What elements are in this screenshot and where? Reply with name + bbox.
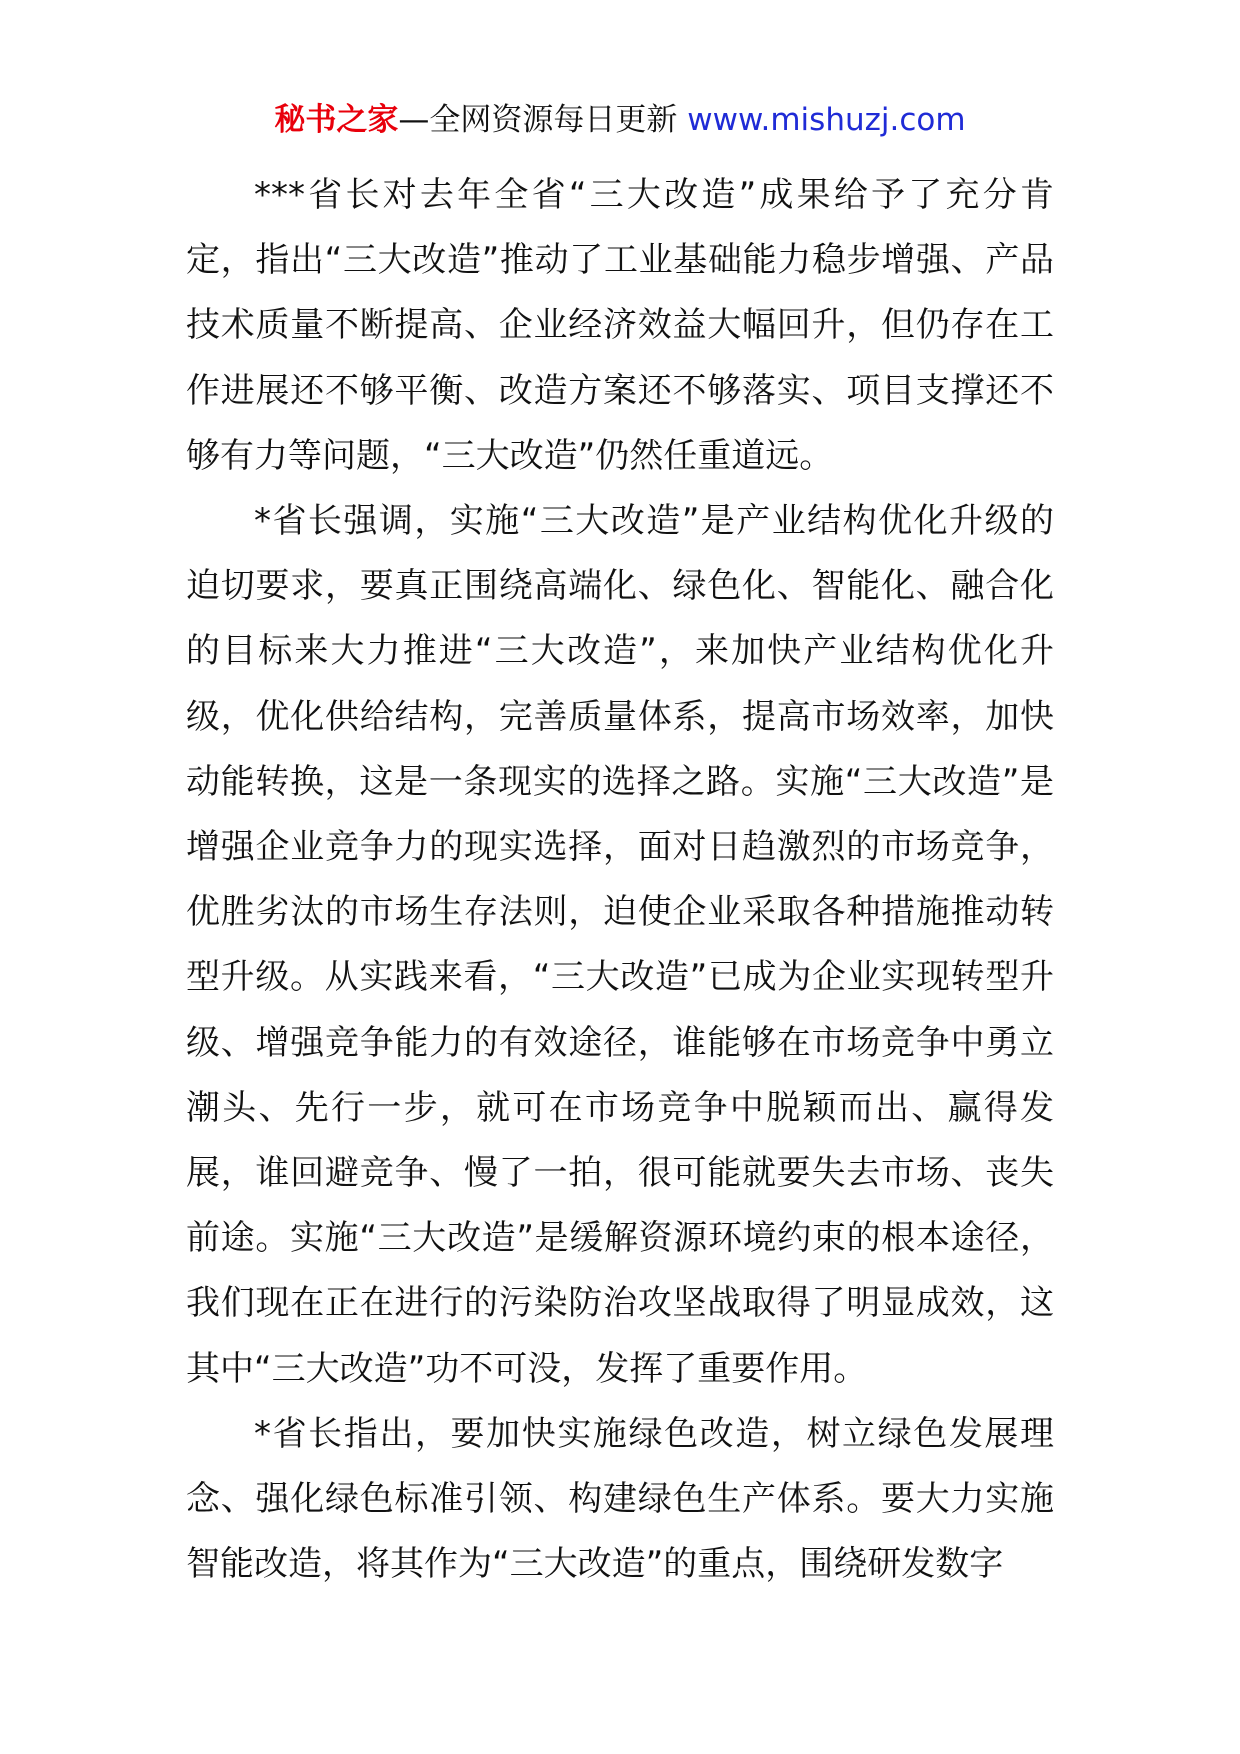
page-header (0, 100, 1240, 140)
paragraph-1: ***省长对去年全省“三大改造”成果给予了充分肯定，指出“三大改造”推动了工业基础能力稳步增强、产品技术质量不断提高、企业经济效益大幅回升，但仍存在工作进展还不够平衡、改造方案还不够落实、项目支撑还不够有力等问题，“三大改造”仍然任重道远。 (186, 175, 1054, 476)
website-link[interactable]: www.mishuzj.com (687, 102, 966, 138)
paragraph-2: *省长强调，实施“三大改造”是产业结构优化升级的迫切要求，要真正围绕高端化、绿色化、智能化、融合化的目标来大力推进“三大改造”，来加快产业结构优化升级，优化供给结构，完善质量体系，提高市场效率，加快动能转换，这是一条现实的选择之路。实施“三大改造”是增强企业竞争力的现实选择，面对日趋激烈的市场竞争，优胜劣汰的市场生存法则，迫使企业采取各种措施推动转型升级。从实践来看，“三大改造”已成为企业实现转型升级、增强竞争能力的有效途径，谁能够在市场竞争中勇立潮头、先行一步，就可在市场竞争中脱颖而出、赢得发展，谁回避竞争、慢了一拍，很可能就要失去市场、丧失前途。实施“三大改造”是缓解资源环境约束的根本途径，我们现在正在进行的污染防治攻坚战取得了明显成效，这其中“三大改造”功不可没，发挥了重要作用。 (186, 501, 1054, 1389)
paragraph-3: *省长指出，要加快实施绿色改造，树立绿色发展理念、强化绿色标准引领、构建绿色生产体系。要大力实施智能改造，将其作为“三大改造”的重点，围绕研发数字 (186, 1413, 1054, 1585)
brand-name: 秘书之家 (274, 102, 399, 138)
document-body (186, 163, 1054, 1597)
header-tagline: —全网资源每日更新 (398, 102, 688, 138)
